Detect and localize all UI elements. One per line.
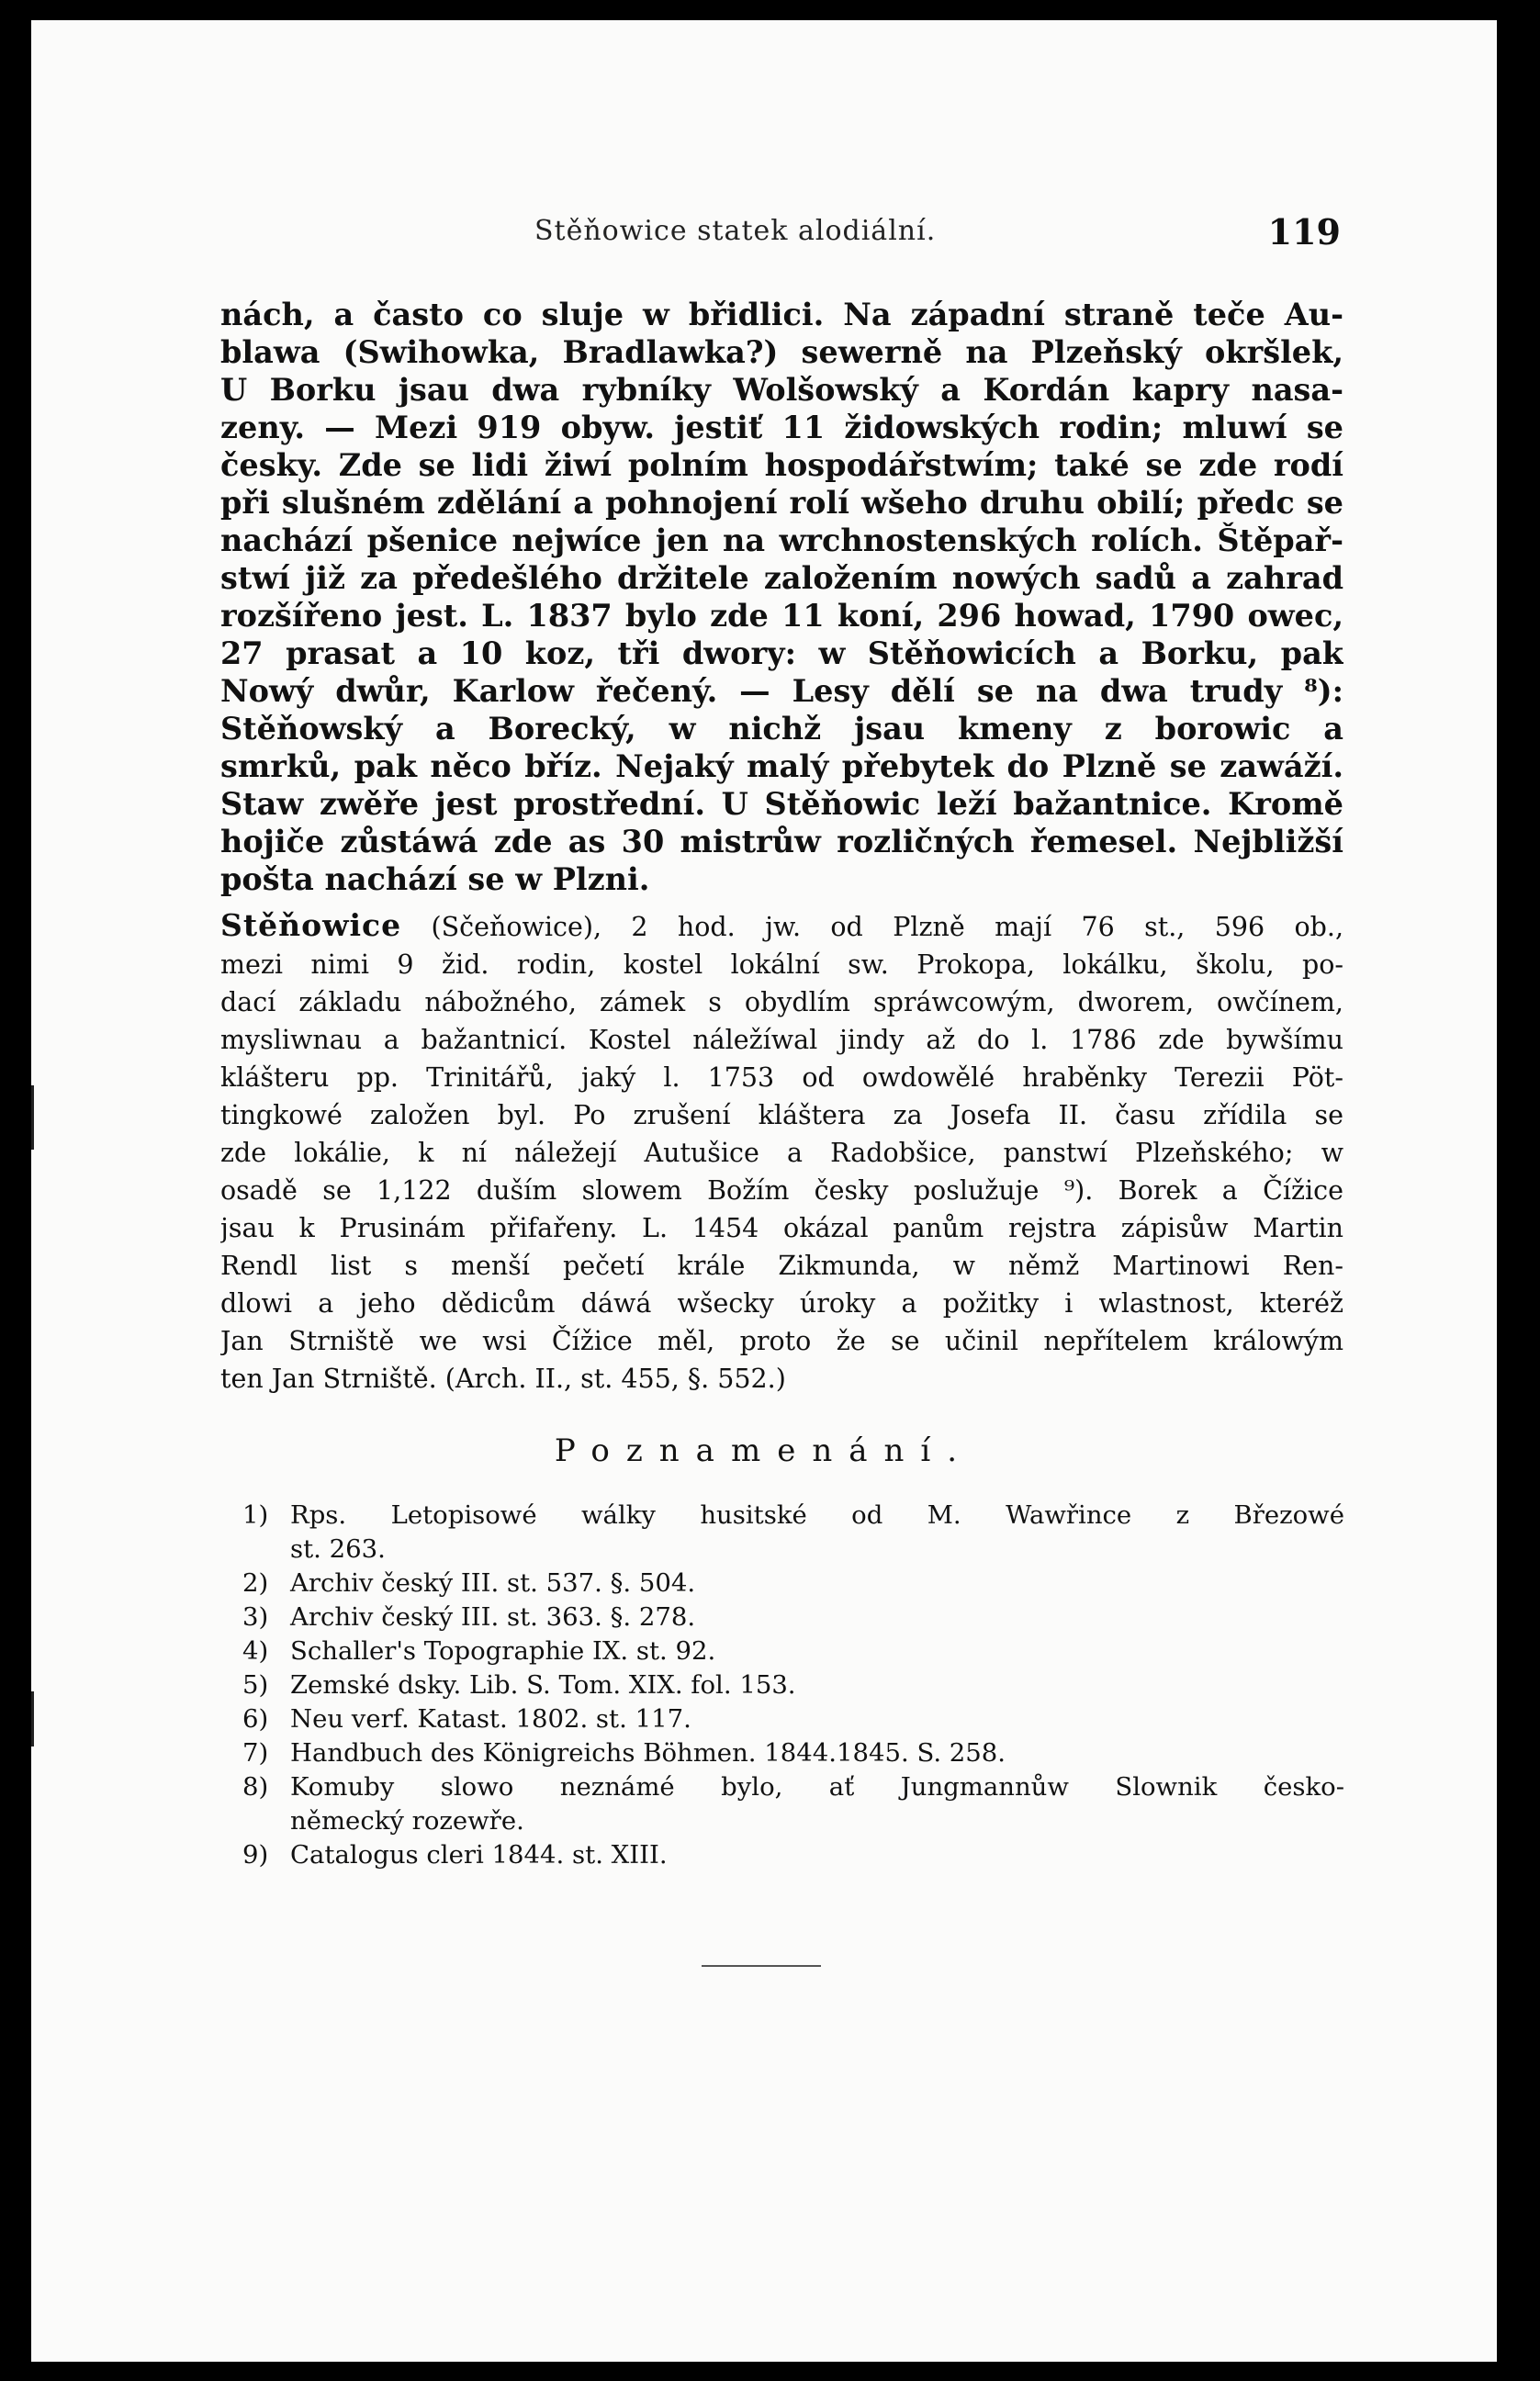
running-head [31,211,1497,257]
footnotes-list [242,1499,1344,1872]
entry-line: mysliwnau a bažantnicí. Kostel náležíwal jindy až do l. 1786 zde bywšímu [220,1025,1343,1055]
footnote-number: 2) [242,1568,269,1598]
entry-line: Rendl list s menší pečetí krále Zikmunda, w němž Martinowi Ren- [220,1251,1343,1281]
text-line: 27 prasat a 10 koz, tři dwory: w Stěňowicích a Borku, pak [220,635,1343,671]
footnote-number: 9) [242,1840,269,1870]
entry-first-line [220,906,1343,946]
footnote-text: Handbuch des Königreichs Böhmen. 1844.1845. S. 258. [290,1738,1006,1768]
footnote-number: 7) [242,1738,269,1768]
entry-line: dací základu nábožného, zámek s obydlím spráwcowým, dworem, owčínem, [220,987,1343,1017]
footnote-number: 6) [242,1704,269,1734]
text-line: zeny. — Mezi 919 obyw. jestiť 11 židowských rodin; mluwí se [220,410,1343,445]
entry-line-last: ten Jan Strniště. (Arch. II., st. 455, §. 552.) [220,1364,786,1394]
footnote [242,1634,1344,1668]
entry-line: mezi nimi 9 žid. rodin, kostel lokální sw. Prokopa, lokálku, školu, po- [220,949,1343,980]
text-line: nách, a často co sluje w břidlici. Na západní straně teče Au- [220,297,1343,332]
notes-heading: Poznamenání. [554,1432,974,1469]
footnote [242,1838,1344,1872]
footnote-text: Rps. Letopisowé wálky husitské od M. Wawřince z Březowé [290,1500,1344,1530]
footnote-number: 5) [242,1670,269,1700]
page-number: 119 [1267,211,1341,253]
entry-line: dlowi a jeho dědicům dáwá wšecky úroky a požitky i wlastnost, kteréž [220,1288,1343,1319]
footnote-text: Archiv český III. st. 537. §. 504. [290,1568,696,1598]
footnote-number: 3) [242,1602,269,1632]
entry-line: jsau k Prusinám přifařeny. L. 1454 okázal panům rejstra zápisůw Martin [220,1213,1343,1243]
page-edge-mark [31,1691,34,1746]
entry-line: klášteru pp. Trinitářů, jaký l. 1753 od owdowělé hraběnky Terezii Pöt- [220,1062,1343,1093]
end-rule [702,1965,821,1967]
footnote [242,1770,1344,1804]
text-line: nachází pšenice nejwíce jen na wrchnostenských rolích. Štěpař- [220,522,1343,558]
footnote-text: Archiv český III. st. 363. §. 278. [290,1602,696,1632]
entry-line: osadě se 1,122 duším slowem Božím česky poslužuje ⁹). Borek a Čížice [220,1175,1343,1206]
footnote [242,1567,1344,1600]
footnote [242,1499,1344,1533]
entry-line: zde lokálie, k ní náležejí Autušice a Radobšice, panstwí Plzeňského; w [220,1138,1343,1168]
footnote-text: Catalogus cleri 1844. st. XIII. [290,1840,668,1870]
footnote-number: 4) [242,1636,269,1666]
entry-headword: Stěňowice [220,907,402,943]
footnote-text: Komuby slowo neznámé bylo, ať Jungmannůw Slownik česko- [290,1772,1344,1802]
footnote-text: Zemské dsky. Lib. S. Tom. XIX. fol. 153. [290,1670,796,1700]
text-line: česky. Zde se lidi žiwí polním hospodářstwím; také se zde rodí [220,447,1343,483]
text-line: Staw zwěře jest prostřední. U Stěňowic leží bažantnice. Kromě [220,786,1343,822]
text-line: stwí již za předešlého držitele založením nowých sadů a zahrad [220,560,1343,596]
text-line: smrků, pak něco bříz. Nejaký malý přebytek do Plzně se zawáží. [220,748,1343,784]
gazetteer-entry [220,906,1343,1398]
entry-line: Jan Strniště we wsi Čížice měl, proto že se učinil nepřítelem králowým [220,1326,1343,1356]
footnote-text: Schaller's Topographie IX. st. 92. [290,1636,716,1666]
text-line: Nowý dwůr, Karlow řečený. — Lesy dělí se na dwa trudy ⁸): [220,673,1343,709]
footnote [242,1600,1344,1634]
text-line: při slušném zdělání a pohnojení rolí wšeho druhu obilí; předc se [220,485,1343,521]
text-line: Stěňowský a Borecký, w nichž jsau kmeny z borowic a [220,711,1343,747]
footnote-number: 8) [242,1772,269,1802]
footnote [242,1668,1344,1702]
entry-first-line-text: (Sčeňowice), 2 hod. jw. od Plzně mají 76 st., 596 ob., [431,912,1343,942]
entry-line: tingkowé založen byl. Po zrušení kláštera za Josefa II. času zřídila se [220,1100,1343,1130]
main-paragraph [220,296,1343,898]
text-line: rozšířeno jest. L. 1837 bylo zde 11 koní, 296 howad, 1790 owec, [220,598,1343,634]
footnote-number: 1) [242,1500,269,1530]
footnote-continuation: st. 263. [290,1534,386,1564]
footnote [242,1702,1344,1736]
footnote-text: Neu verf. Katast. 1802. st. 117. [290,1704,691,1734]
text-line: U Borku jsau dwa rybníky Wolšowský a Kordán kapry nasa- [220,372,1343,408]
running-head-title: Stěňowice statek alodiální. [534,215,937,247]
book-page [31,20,1497,2362]
text-line-last: pošta nachází se w Plzni. [220,861,650,897]
page-edge-mark [31,1085,34,1150]
footnote [242,1736,1344,1770]
text-line: blawa (Swihowka, Bradlawka?) sewerně na Plzeňský okršlek, [220,334,1343,370]
footnote-continuation: německý rozewře. [290,1806,524,1836]
text-line: hojiče zůstáwá zde as 30 mistrůw rozličných řemesel. Nejbližší [220,824,1343,859]
